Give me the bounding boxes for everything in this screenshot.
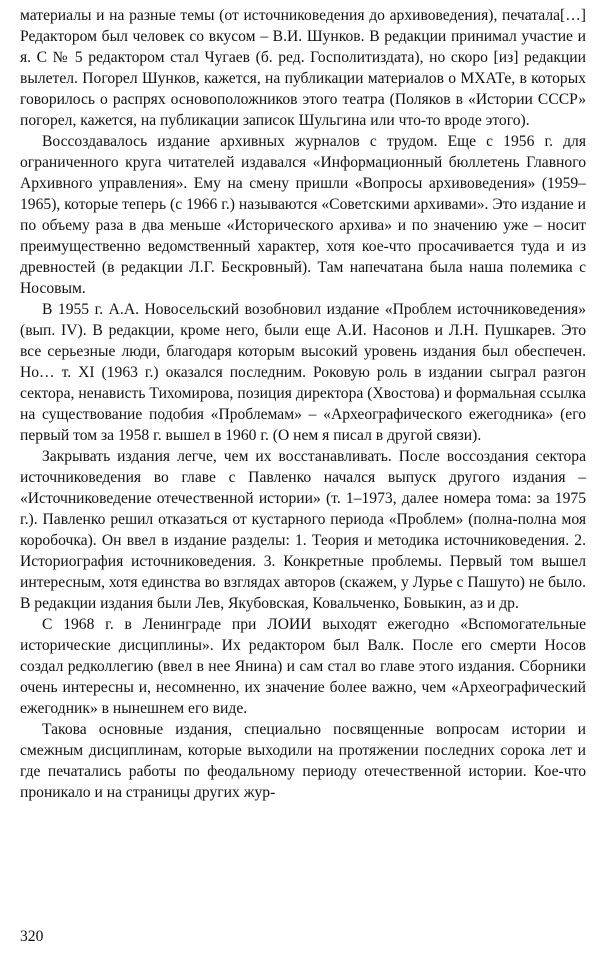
paragraph-main-editions: Такова основные издания, специально посвященные вопросам истории и смежным дисциплинам, которые выходили на протяжении последних сорока лет и где печатались работы по феодальному периоду отечественной истории. Кое-что проникало и на страницы других жур- (20, 721, 586, 801)
paragraph-auxiliary-disciplines: С 1968 г. в Ленинграде при ЛОИИ выходят ежегодно «Вспомогательные исторические дисциплины». Их редактором был Валк. После его смерти Носов создал редколлегию (ввел в нее Янина) и сам стал во главе этого издания. Сборники очень интересны и, несомненно, их значение более важно, чем «Археографический ежегодник» в нынешнем его виде. (20, 616, 586, 717)
paragraph-continuation: материалы и на разные темы (от источниковедения до архивоведения), печатала[…] Редактором был человек со вкусом – В.И. Шунков. В редакции принимал участие и я. С № 5 редактором стал Чугаев (б. ред. Госполитиздата), но скоро [из] редакции вылетел. Погорел Шунков, кажется, на публикации материалов о МХАТе, в которых говорилось о распрях основоположников этого театра (Поляков в «Истории СССР» погорел, кажется, на публикации записок Шульгина или что-то вроде этого). (20, 7, 586, 129)
paragraph-source-studies-problems: В 1955 г. А.А. Новосельский возобновил издание «Проблем источниковедения» (вып. IV). В редакции, кроме него, были еще А.И. Насонов и Л.Н. Пушкарев. Это все серьезные люди, благодаря которым высокий уровень издания был обеспечен. Но… т. XI (1963 г.) оказался последним. Роковую роль в издании сыграл разгон сектора, ненависть Тихомирова, позиция директора (Хвостова) и формальная ссылка на существование подобия «Проблемам» – «Археографического ежегодника» (его первый том за 1958 г. вышел в 1960 г. (О нем я писал в другой связи). (20, 301, 586, 444)
paragraph-archive-journals: Воссоздавалось издание архивных журналов с трудом. Еще с 1956 г. для ограниченного круга читателей издавался «Информационный бюллетень Главного Архивного управления». Ему на смену пришли «Вопросы архивоведения» (1959–1965), которые теперь (с 1966 г.) называются «Советскими архивами». Это издание и по объему раза в два меньше «Исторического архива» и по значению уже – носит преимущественно ведомственный характер, хотя кое-что просачивается туда и из древностей (в редакции Л.Г. Бескровный). Там напечатана была наша полемика с Носовым. (20, 133, 586, 297)
page-number: 320 (20, 928, 44, 945)
paragraph-closing-editions: Закрывать издания легче, чем их восстанавливать. После воссоздания сектора источниковедения во главе с Павленко начался выпуск другого издания – «Источниковедение отечественной истории» (т. 1–1973, далее номера тома: за 1975 г.). Павленко решил отказаться от кустарного периода «Проблем» (полна-полна моя коробочка). Он ввел в издание разделы: 1. Теория и методика источниковедения. 2. Историография источниковедения. 3. Конкретные проблемы. Первый том вышел интересным, хотя единства во взглядах авторов (скажем, у Лурье с Пашуто) не было. В редакции издания были Лев, Якубовская, Ковальченко, Бовыкин, аз и др. (20, 448, 586, 612)
